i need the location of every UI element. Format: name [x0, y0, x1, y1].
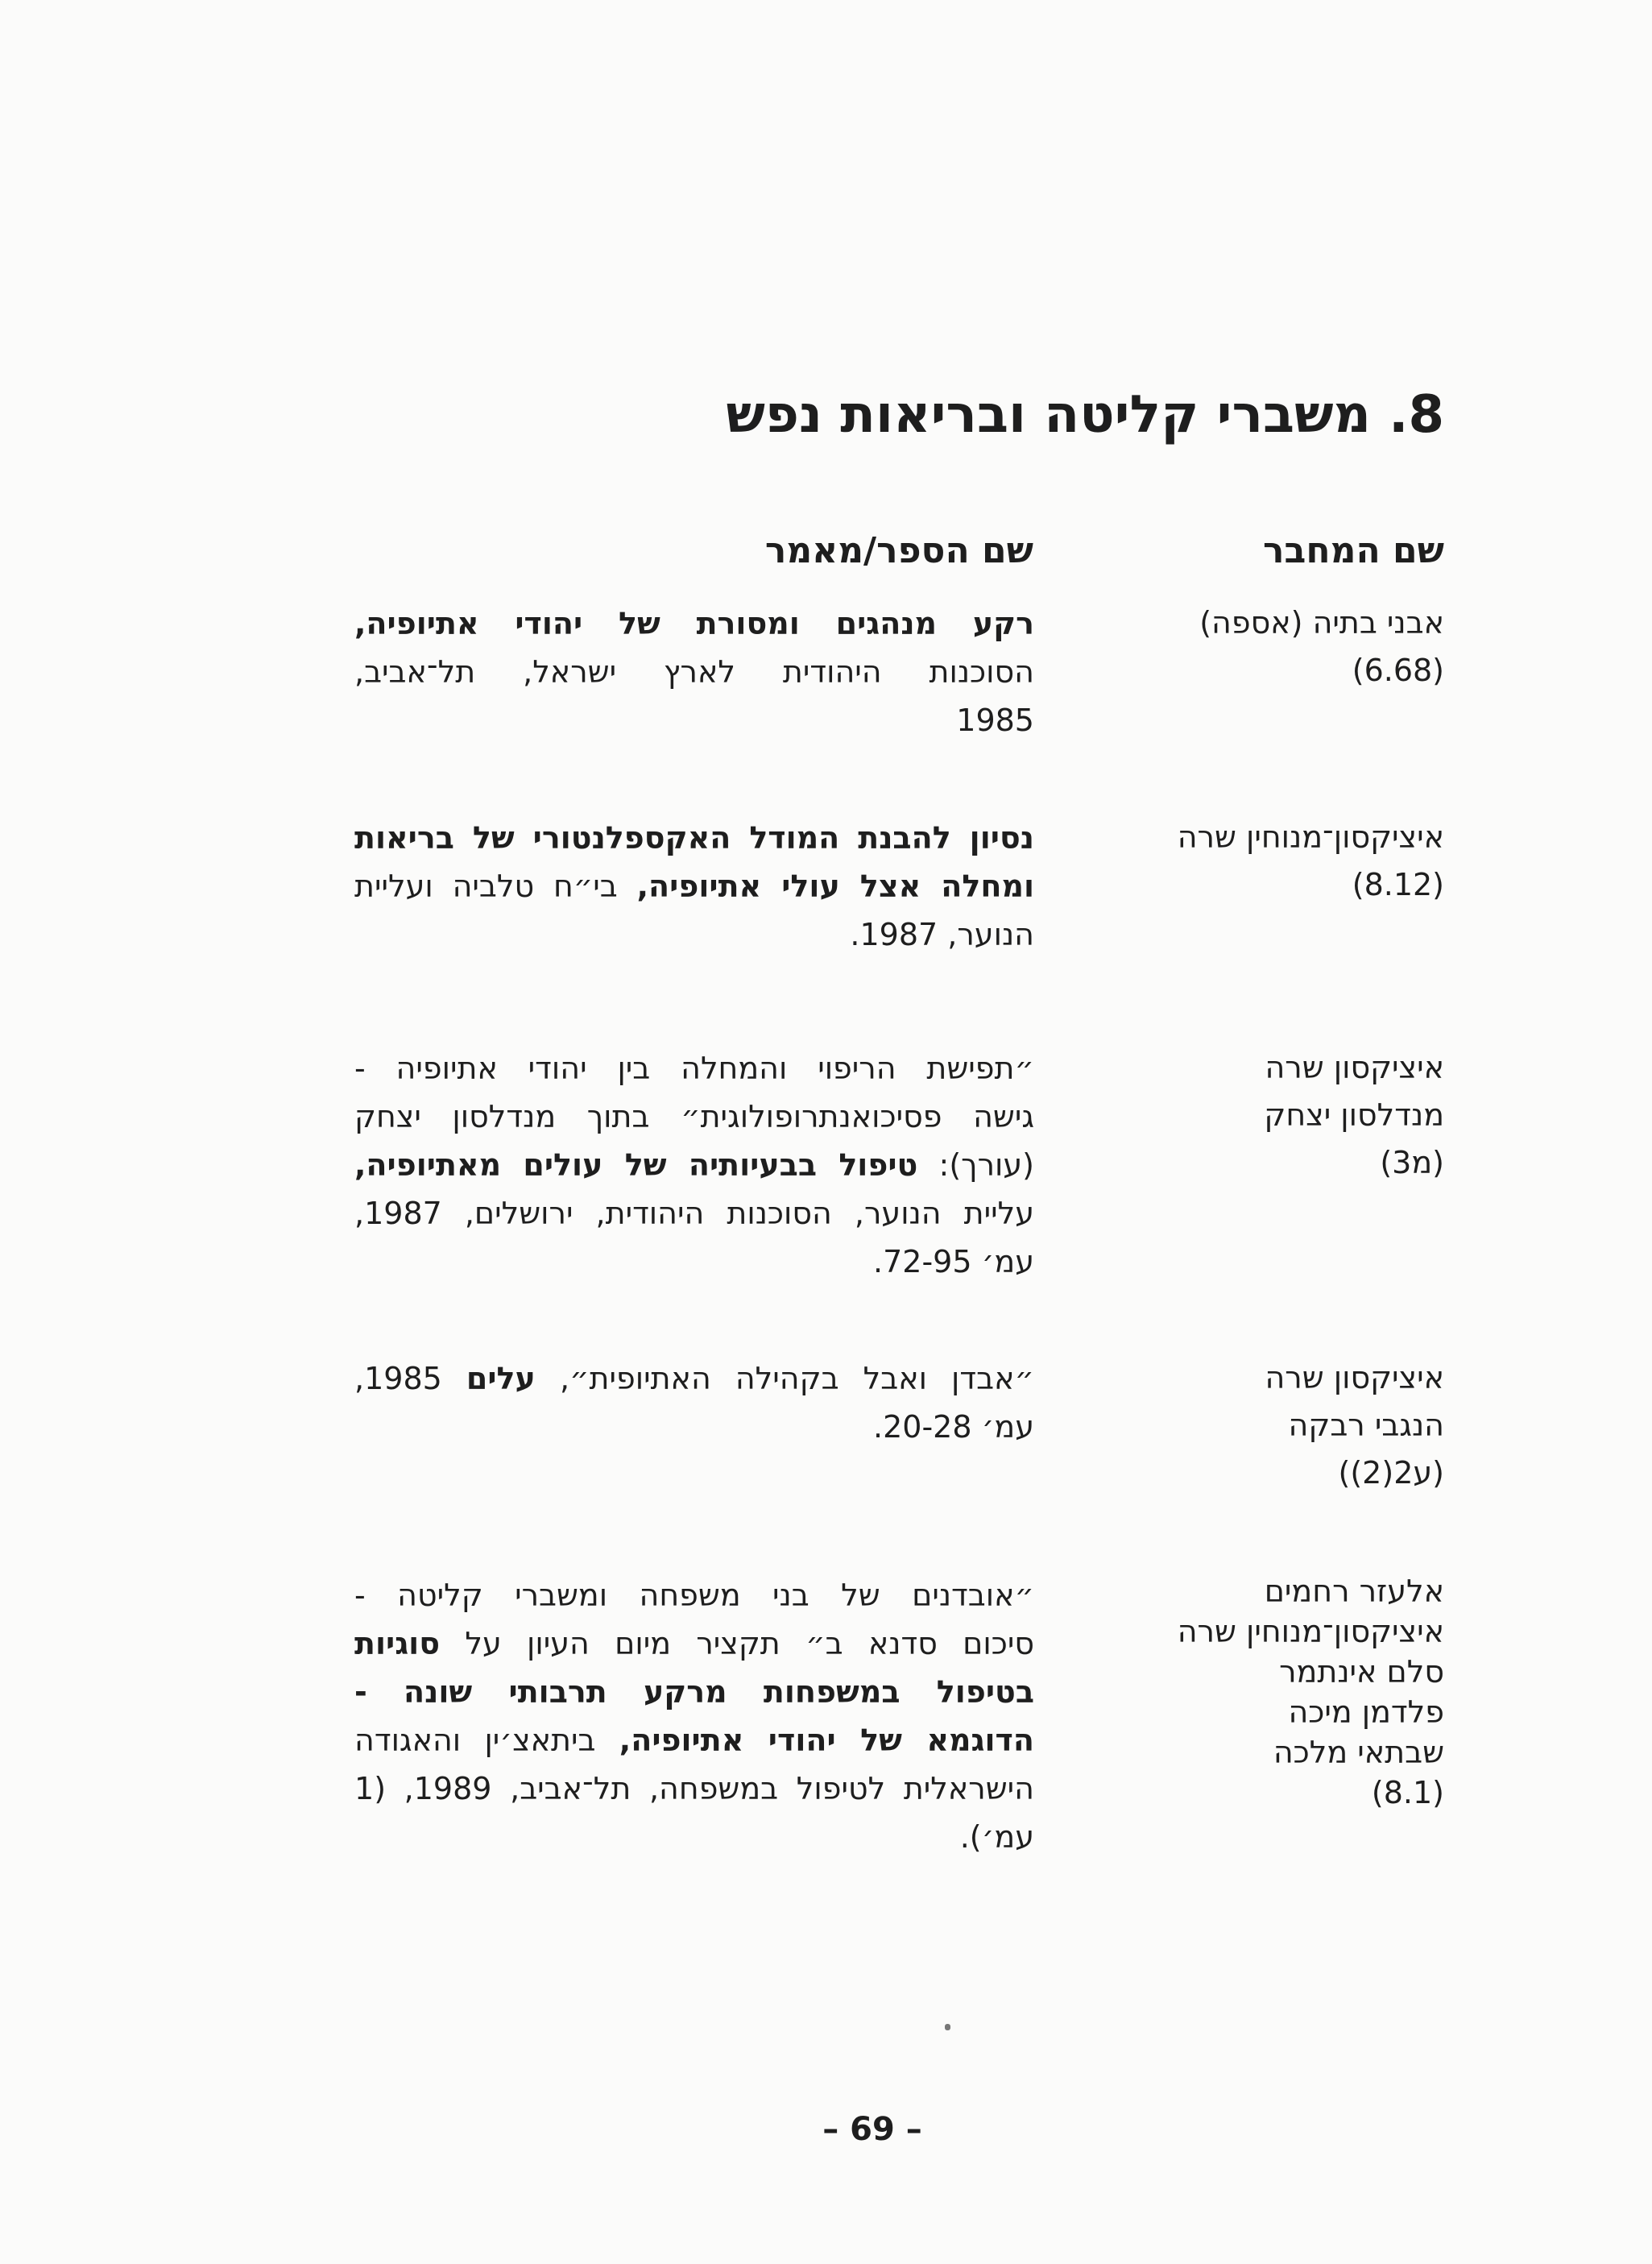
- author-line: איציקסון שרה: [1265, 1050, 1444, 1085]
- title-text: 1985,: [354, 1361, 466, 1396]
- author-line: איציקסון־מנוחין שרה: [1177, 1614, 1444, 1649]
- author-line: פלדמן מיכה: [1288, 1694, 1444, 1730]
- entry-title: [354, 1571, 1034, 1861]
- title-text-bold: בטיפול במשפחות מרקע תרבותי שונה -: [354, 1674, 1034, 1710]
- title-line: [354, 696, 1034, 744]
- title-line: [354, 1764, 1034, 1813]
- title-line: [354, 1619, 1034, 1668]
- author-line: (מ3): [1380, 1145, 1444, 1180]
- page-number: – 69 –: [822, 2111, 922, 2148]
- title-line: [354, 1571, 1034, 1619]
- entry-authors: [1090, 599, 1444, 695]
- author-line: (8.1): [1371, 1775, 1444, 1810]
- title-text-bold: הדוגמא של יהודי אתיופיה,: [619, 1723, 1034, 1758]
- title-text-bold: ומחלה אצל עולי אתיופיה,: [636, 869, 1034, 904]
- title-text: 1985: [956, 703, 1034, 738]
- title-line: [354, 1044, 1034, 1093]
- title-line: [354, 862, 1034, 910]
- title-line: [354, 599, 1034, 648]
- title-text: עליית הנוער, הסוכנות היהודית, ירושלים, 1987,: [354, 1196, 1034, 1231]
- title-text: סיכום סדנא ב״ תקציר מיום העיון על: [440, 1626, 1034, 1661]
- author-line: סלם אינתמר: [1279, 1654, 1444, 1690]
- title-line: [354, 1403, 1034, 1451]
- title-text: ביתאצ׳ין והאגודה: [354, 1723, 619, 1758]
- title-text: (עורך):: [917, 1147, 1034, 1183]
- title-text: ״תפישת הריפוי והמחלה בין יהודי אתיופיה -: [354, 1051, 1034, 1086]
- author-line: איציקסון שרה: [1265, 1360, 1444, 1395]
- author-line: (6.68): [1352, 653, 1444, 688]
- title-line: [354, 1668, 1034, 1716]
- entry-authors: [1090, 814, 1444, 909]
- title-line: [354, 814, 1034, 862]
- title-line: [354, 1189, 1034, 1238]
- entry-title: [354, 599, 1034, 744]
- entry-authors: [1090, 1354, 1444, 1497]
- title-text-bold: סוגיות: [354, 1626, 441, 1661]
- title-line: [354, 910, 1034, 959]
- title-text: הישראלית לטיפול במשפחה, תל־אביב, 1989, (1: [354, 1771, 1034, 1806]
- author-line: שבתאי מלכה: [1273, 1735, 1444, 1770]
- title-text: גישה פסיכואנתרופולוגית״ בתוך מנדלסון יצחק: [354, 1099, 1034, 1134]
- title-line: [354, 1141, 1034, 1189]
- column-header-title: שם הספר/מאמר: [764, 530, 1033, 571]
- title-text: הסוכנות היהודית לארץ ישראל, תל־אביב,: [354, 654, 1034, 690]
- section-title: 8. משברי קליטה ובריאות נפש: [726, 385, 1444, 445]
- entry-title: [354, 814, 1034, 959]
- title-line: [354, 1093, 1034, 1141]
- title-line: [354, 1716, 1034, 1764]
- title-line: [354, 1238, 1034, 1286]
- title-text: עמ׳).: [959, 1819, 1034, 1855]
- title-text: ״אבדן ואבל בקהילה האתיופית״,: [535, 1361, 1034, 1396]
- title-line: [354, 1354, 1034, 1403]
- title-line: [354, 1813, 1034, 1861]
- author-line: איציקסון־מנוחין שרה: [1177, 819, 1444, 855]
- author-line: (8.12): [1352, 867, 1444, 902]
- title-text-bold: עלים: [466, 1361, 536, 1396]
- title-text-bold: נסיון להבנת המודל האקספלנטורי של בריאות: [354, 820, 1034, 856]
- title-text: עמ׳ 20-28.: [873, 1409, 1034, 1445]
- scan-speck: [945, 2024, 950, 2030]
- author-line: (ע2(2)): [1338, 1455, 1444, 1491]
- author-line: הנגבי רבקה: [1288, 1408, 1444, 1443]
- title-text-bold: טיפול בבעיותיה של עולים מאתיופיה,: [354, 1147, 918, 1183]
- entry-title: [354, 1354, 1034, 1451]
- author-line: מנדלסון יצחק: [1264, 1097, 1444, 1133]
- entry-authors: [1090, 1571, 1444, 1813]
- title-text-bold: רקע מנהגים ומסורת של יהודי אתיופיה,: [354, 606, 1034, 641]
- title-line: [354, 648, 1034, 696]
- entry-authors: [1090, 1044, 1444, 1187]
- author-line: אבני בתיה (אספה): [1199, 605, 1444, 641]
- title-text: הנוער, 1987.: [850, 917, 1034, 952]
- title-text: ״אובדנים של בני משפחה ומשברי קליטה -: [354, 1578, 1034, 1613]
- title-text: עמ׳ 72-95.: [873, 1244, 1034, 1279]
- entry-title: [354, 1044, 1034, 1286]
- title-text: בי״ח טלביה ועליית: [354, 869, 637, 904]
- column-header-author: שם המחבר: [1263, 530, 1444, 571]
- author-line: אלעזר רחמים: [1264, 1574, 1444, 1609]
